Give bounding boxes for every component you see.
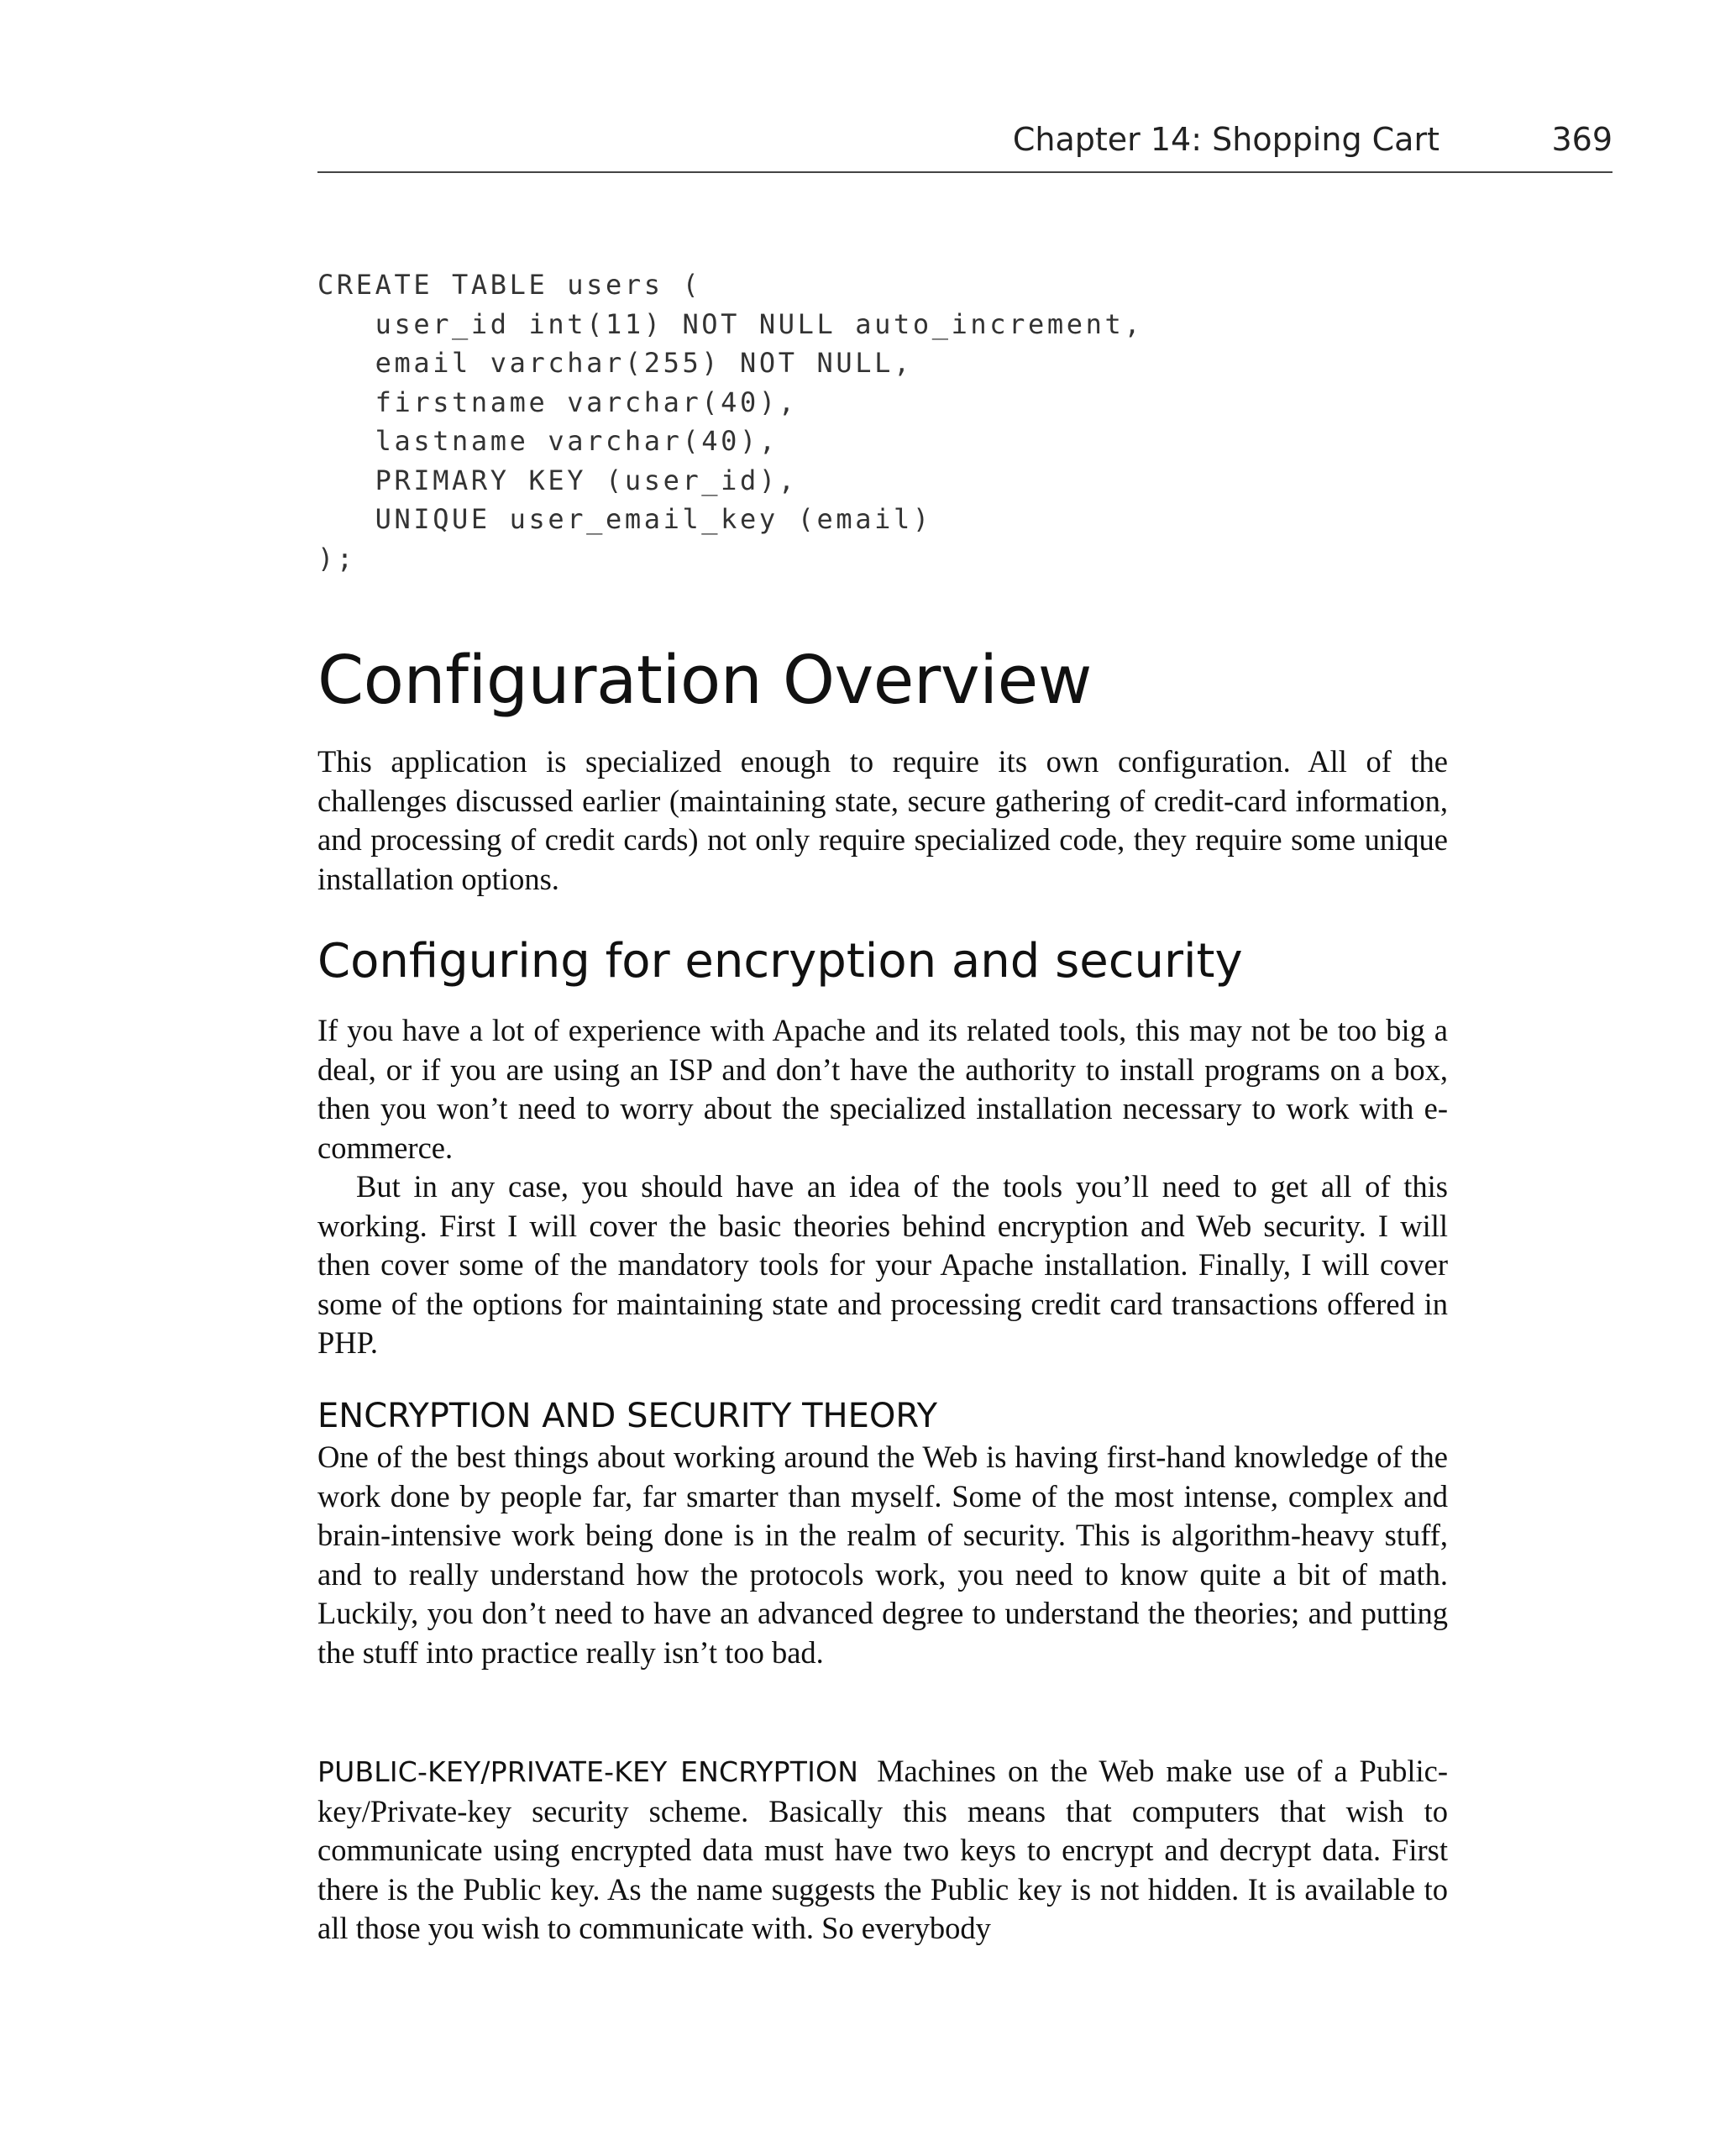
code-line: );: [317, 542, 356, 574]
code-line: CREATE TABLE users (: [317, 269, 702, 301]
subsection-heading-encryption-security: Configuring for encryption and security: [317, 934, 1243, 989]
code-line: PRIMARY KEY (user_id),: [317, 464, 798, 496]
chapter-title: Chapter 14: Shopping Cart: [1012, 121, 1439, 158]
run-in-heading-public-key: PUBLIC-KEY/PRIVATE-KEY ENCRYPTION: [317, 1755, 859, 1788]
public-key-body: [317, 1752, 1448, 1949]
paragraph: One of the best things about working around the Web is having first-hand knowledge of the work done by people far, far smarter than myself. Some of the most intense, complex and brain-intensive work being done is in the realm of security. This is algorithm-heavy stuff, and to really understand how the protocols work, you need to know quite a bit of math. Luckily, you don’t need to have an advanced degree to understand the theories; and putting the stuff into practice really isn’t too bad.: [317, 1440, 1448, 1670]
paragraph: But in any case, you should have an idea of the tools you’ll need to get all of this working. First I will cover the basic theories behind encryption and Web security. I will then cover some of the mandatory tools for your Apache installation. Finally, I will cover some of the options for maintaining state and processing credit card transactions offered in PHP.: [317, 1169, 1448, 1360]
sql-code-listing: [317, 265, 1493, 578]
code-line: firstname varchar(40),: [317, 386, 798, 418]
paragraph: [317, 1752, 1448, 1949]
page-number: 369: [1551, 121, 1612, 158]
subsubsection-heading-theory: ENCRYPTION AND SECURITY THEORY: [317, 1397, 938, 1435]
code-line: user_id int(11) NOT NULL auto_increment,: [317, 307, 1144, 340]
theory-body: [317, 1438, 1448, 1672]
code-line: UNIQUE user_email_key (email): [317, 503, 932, 535]
paragraph: If you have a lot of experience with Apache and its related tools, this may not be too big a deal, or if you are using an ISP and don’t have the authority to install programs on a box, then you won’t need to worry about the specialized installation necessary to work with e-commerce.: [317, 1013, 1448, 1165]
running-header: [317, 116, 1612, 173]
paragraph: This application is specialized enough to require its own configuration. All of the challenges discussed earlier (maintaining state, secure gathering of credit-card information, and processing of credit cards) not only require specialized code, they require some unique installation options.: [317, 744, 1448, 896]
encryption-security-body: [317, 1011, 1448, 1363]
configuration-overview-body: [317, 742, 1448, 899]
paragraph-text: Machines on the Web make use of a Public-key/Private-key security scheme. Basically this means that computers that wish to communicate using encrypted data must have two keys to encrypt and decrypt data. First there is the Public key. As the name suggests the Public key is not hidden. It is available to all those you wish to communicate with. So everybody: [317, 1754, 1448, 1945]
code-line: email varchar(255) NOT NULL,: [317, 347, 913, 379]
code-line: lastname varchar(40),: [317, 425, 779, 457]
section-heading-configuration-overview: Configuration Overview: [317, 642, 1092, 719]
